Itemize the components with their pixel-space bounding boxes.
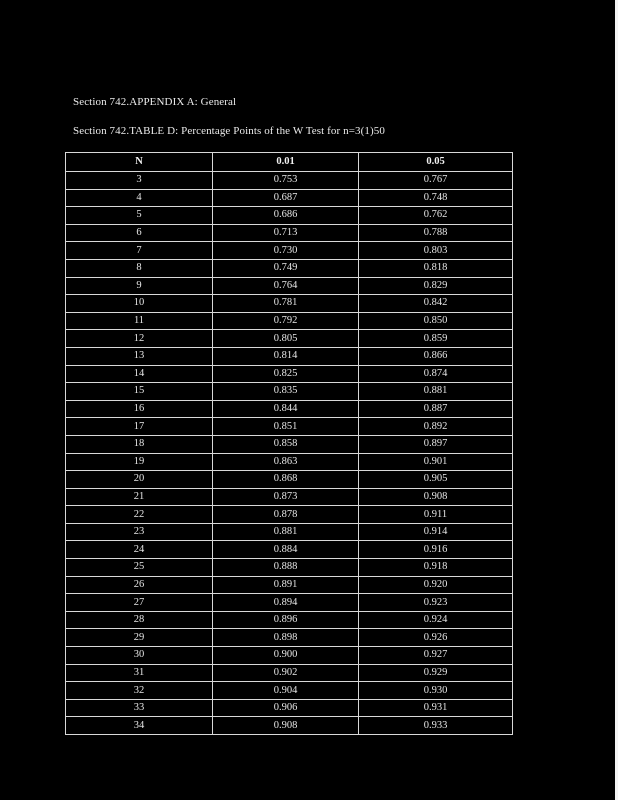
- cell-alpha-005: 0.897: [359, 435, 513, 453]
- cell-n: 30: [66, 647, 213, 665]
- cell-alpha-001: 0.878: [213, 506, 359, 524]
- table-row: [66, 383, 513, 401]
- cell-alpha-005: 0.829: [359, 277, 513, 295]
- table-caption: Section 742.TABLE D: Percentage Points of the W Test for n=3(1)50: [73, 125, 385, 137]
- cell-alpha-005: 0.931: [359, 699, 513, 717]
- cell-alpha-005: 0.918: [359, 559, 513, 577]
- cell-n: 28: [66, 611, 213, 629]
- cell-alpha-001: 0.881: [213, 523, 359, 541]
- cell-n: 22: [66, 506, 213, 524]
- cell-n: 15: [66, 383, 213, 401]
- cell-alpha-005: 0.767: [359, 172, 513, 190]
- table-row: [66, 224, 513, 242]
- cell-alpha-005: 0.927: [359, 647, 513, 665]
- table-row: [66, 682, 513, 700]
- cell-alpha-005: 0.881: [359, 383, 513, 401]
- table-row: [66, 647, 513, 665]
- cell-alpha-005: 0.887: [359, 400, 513, 418]
- cell-n: 5: [66, 207, 213, 225]
- table-row: [66, 277, 513, 295]
- cell-alpha-001: 0.891: [213, 576, 359, 594]
- table-row: [66, 541, 513, 559]
- table-row: [66, 611, 513, 629]
- cell-alpha-001: 0.730: [213, 242, 359, 260]
- cell-alpha-001: 0.686: [213, 207, 359, 225]
- column-header-005: 0.05: [359, 153, 513, 172]
- cell-alpha-005: 0.874: [359, 365, 513, 383]
- cell-alpha-001: 0.894: [213, 594, 359, 612]
- table-row: [66, 295, 513, 313]
- cell-n: 13: [66, 347, 213, 365]
- cell-alpha-001: 0.805: [213, 330, 359, 348]
- cell-n: 24: [66, 541, 213, 559]
- table-row: [66, 699, 513, 717]
- cell-alpha-005: 0.842: [359, 295, 513, 313]
- cell-alpha-005: 0.818: [359, 259, 513, 277]
- table-header-row: [66, 153, 513, 172]
- table-row: [66, 523, 513, 541]
- table-row: [66, 453, 513, 471]
- cell-n: 32: [66, 682, 213, 700]
- cell-alpha-005: 0.923: [359, 594, 513, 612]
- cell-alpha-005: 0.892: [359, 418, 513, 436]
- cell-n: 10: [66, 295, 213, 313]
- table-row: [66, 506, 513, 524]
- cell-alpha-005: 0.930: [359, 682, 513, 700]
- table-row: [66, 312, 513, 330]
- table-row: [66, 172, 513, 190]
- table-row: [66, 488, 513, 506]
- cell-n: 34: [66, 717, 213, 735]
- cell-alpha-001: 0.753: [213, 172, 359, 190]
- cell-n: 26: [66, 576, 213, 594]
- cell-alpha-005: 0.914: [359, 523, 513, 541]
- cell-alpha-005: 0.908: [359, 488, 513, 506]
- cell-alpha-001: 0.844: [213, 400, 359, 418]
- column-header-n: N: [66, 153, 213, 172]
- cell-alpha-005: 0.803: [359, 242, 513, 260]
- cell-n: 29: [66, 629, 213, 647]
- cell-n: 12: [66, 330, 213, 348]
- cell-n: 19: [66, 453, 213, 471]
- column-header-001: 0.01: [213, 153, 359, 172]
- table-row: [66, 576, 513, 594]
- cell-alpha-001: 0.781: [213, 295, 359, 313]
- cell-n: 3: [66, 172, 213, 190]
- cell-alpha-001: 0.814: [213, 347, 359, 365]
- cell-n: 7: [66, 242, 213, 260]
- cell-n: 14: [66, 365, 213, 383]
- section-heading: Section 742.APPENDIX A: General: [73, 96, 237, 108]
- cell-alpha-005: 0.905: [359, 471, 513, 489]
- cell-alpha-005: 0.859: [359, 330, 513, 348]
- cell-n: 17: [66, 418, 213, 436]
- table-row: [66, 347, 513, 365]
- cell-alpha-005: 0.866: [359, 347, 513, 365]
- cell-n: 6: [66, 224, 213, 242]
- cell-alpha-005: 0.916: [359, 541, 513, 559]
- table-row: [66, 594, 513, 612]
- cell-alpha-005: 0.920: [359, 576, 513, 594]
- cell-alpha-005: 0.929: [359, 664, 513, 682]
- cell-alpha-001: 0.902: [213, 664, 359, 682]
- table-row: [66, 259, 513, 277]
- table-row: [66, 400, 513, 418]
- cell-alpha-001: 0.749: [213, 259, 359, 277]
- cell-alpha-001: 0.904: [213, 682, 359, 700]
- cell-alpha-005: 0.850: [359, 312, 513, 330]
- table-row: [66, 664, 513, 682]
- cell-alpha-005: 0.788: [359, 224, 513, 242]
- table-row: [66, 189, 513, 207]
- table-row: [66, 365, 513, 383]
- cell-alpha-001: 0.884: [213, 541, 359, 559]
- cell-n: 11: [66, 312, 213, 330]
- cell-alpha-001: 0.868: [213, 471, 359, 489]
- cell-n: 20: [66, 471, 213, 489]
- cell-alpha-001: 0.896: [213, 611, 359, 629]
- cell-alpha-005: 0.924: [359, 611, 513, 629]
- cell-alpha-005: 0.762: [359, 207, 513, 225]
- cell-alpha-005: 0.911: [359, 506, 513, 524]
- table-row: [66, 559, 513, 577]
- cell-alpha-001: 0.825: [213, 365, 359, 383]
- cell-n: 16: [66, 400, 213, 418]
- table-row: [66, 207, 513, 225]
- cell-alpha-001: 0.908: [213, 717, 359, 735]
- cell-alpha-001: 0.863: [213, 453, 359, 471]
- cell-n: 21: [66, 488, 213, 506]
- table-body: [66, 172, 513, 735]
- w-test-table: [65, 152, 513, 735]
- table-row: [66, 717, 513, 735]
- cell-alpha-001: 0.873: [213, 488, 359, 506]
- table-row: [66, 418, 513, 436]
- cell-alpha-001: 0.898: [213, 629, 359, 647]
- cell-alpha-005: 0.926: [359, 629, 513, 647]
- table-row: [66, 242, 513, 260]
- cell-alpha-001: 0.906: [213, 699, 359, 717]
- cell-n: 4: [66, 189, 213, 207]
- cell-alpha-005: 0.901: [359, 453, 513, 471]
- cell-alpha-001: 0.858: [213, 435, 359, 453]
- cell-alpha-005: 0.748: [359, 189, 513, 207]
- table-row: [66, 330, 513, 348]
- cell-n: 25: [66, 559, 213, 577]
- cell-alpha-001: 0.851: [213, 418, 359, 436]
- cell-alpha-001: 0.764: [213, 277, 359, 295]
- cell-n: 23: [66, 523, 213, 541]
- cell-alpha-001: 0.687: [213, 189, 359, 207]
- cell-n: 31: [66, 664, 213, 682]
- table-row: [66, 471, 513, 489]
- cell-alpha-001: 0.835: [213, 383, 359, 401]
- cell-n: 27: [66, 594, 213, 612]
- cell-alpha-001: 0.792: [213, 312, 359, 330]
- cell-alpha-001: 0.900: [213, 647, 359, 665]
- cell-alpha-001: 0.713: [213, 224, 359, 242]
- table-row: [66, 629, 513, 647]
- cell-alpha-001: 0.888: [213, 559, 359, 577]
- cell-n: 9: [66, 277, 213, 295]
- cell-n: 18: [66, 435, 213, 453]
- cell-n: 8: [66, 259, 213, 277]
- cell-n: 33: [66, 699, 213, 717]
- table-row: [66, 435, 513, 453]
- cell-alpha-005: 0.933: [359, 717, 513, 735]
